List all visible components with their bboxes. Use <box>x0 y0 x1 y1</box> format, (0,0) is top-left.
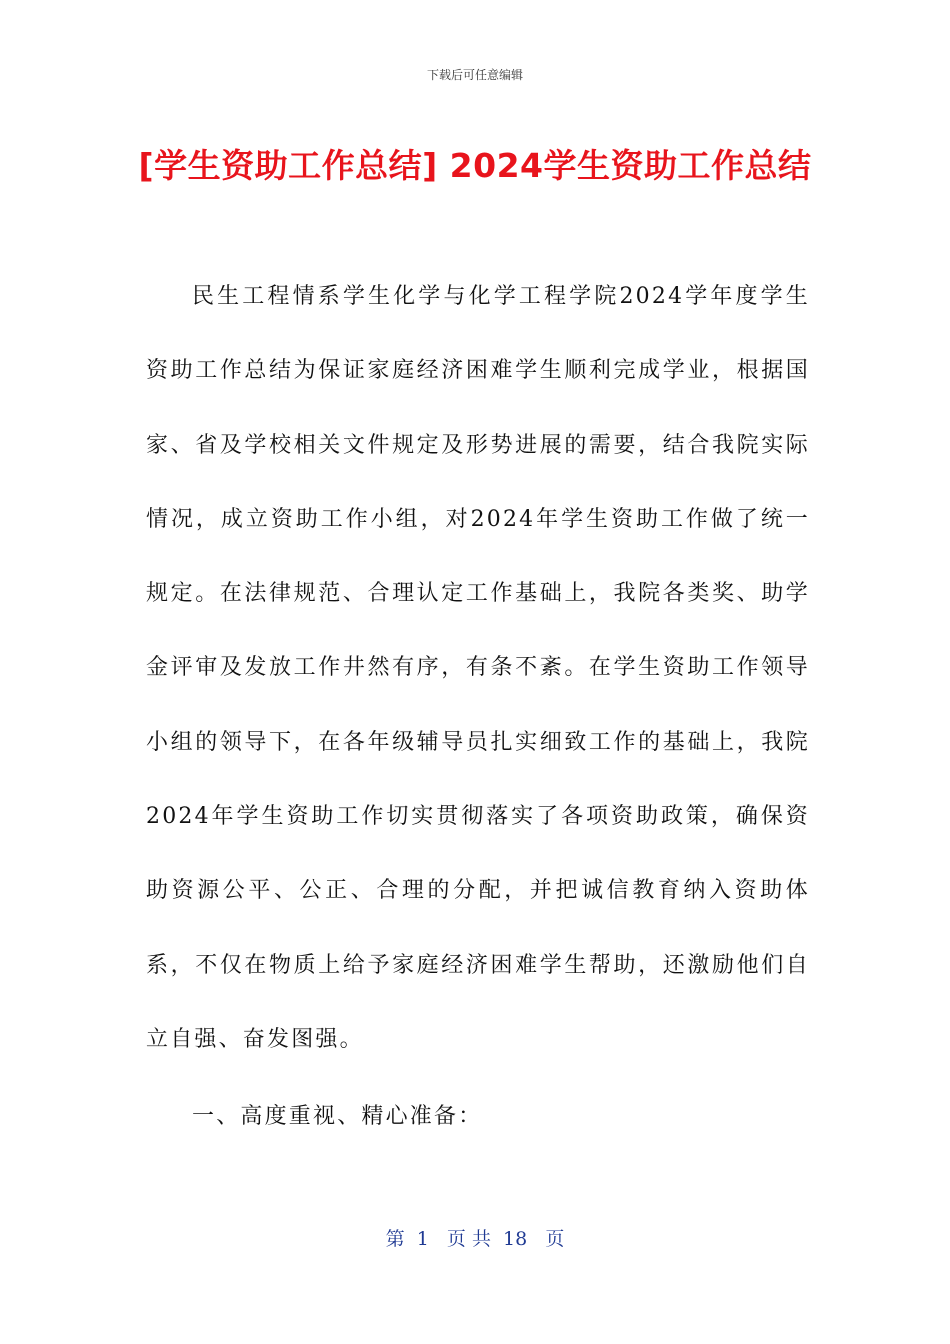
header-note: 下载后可任意编辑 <box>426 68 523 82</box>
body-paragraph: 民生工程情系学生化学与化学工程学院2024学年度学生资助工作总结为保证家庭经济困难学生顺利完成学业，根据国家、省及学校相关文件规定及形势进展的需要，结合我院实际情况，成立资助工作小组，对2024年学生资助工作做了统一规定。在法律规范、合理认定工作基础上，我院各类奖、助学金评审及发放工作井然有序，有条不紊。在学生资助工作领导小组的领导下，在各年级辅导员扎实细致工作的基础上，我院2024年学生资助工作切实贯彻落实了各项资助政策，确保资助资源公平、公正、合理的分配，并把诚信教育纳入资助体系，不仅在物质上给予家庭经济困难学生帮助，还激励他们自立自强、奋发图强。 <box>146 284 810 1052</box>
document-title: [学生资助工作总结] 2024学生资助工作总结 <box>138 146 812 185</box>
page-footer: 第 1 页 共 18 页 <box>385 1228 565 1250</box>
section-heading: 一、高度重视、精心准备： <box>192 1104 483 1129</box>
